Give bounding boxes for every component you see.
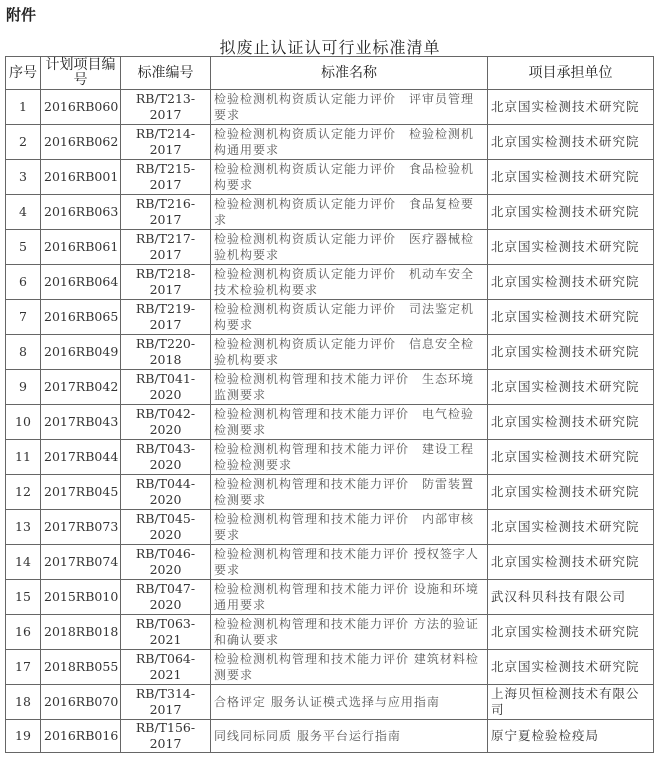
standard-number: RB/T314-2017: [121, 685, 211, 720]
table-row: [6, 545, 654, 580]
plan-number: 2016RB062: [41, 125, 121, 160]
table-row: [6, 300, 654, 335]
table-row: [6, 265, 654, 300]
standard-name: 检验检测机构管理和技术能力评价 建筑材料检测要求: [211, 650, 488, 685]
plan-number: 2015RB010: [41, 580, 121, 615]
header-index: 序号: [6, 57, 41, 90]
undertaking-unit: 北京国实检测技术研究院: [488, 265, 654, 300]
standard-number: RB/T214-2017: [121, 125, 211, 160]
table-row: [6, 580, 654, 615]
undertaking-unit: 北京国实检测技术研究院: [488, 440, 654, 475]
standard-name: 同线同标同质 服务平台运行指南: [211, 720, 488, 753]
row-index: 6: [6, 265, 41, 300]
plan-number: 2018RB018: [41, 615, 121, 650]
table-row: [6, 650, 654, 685]
standard-number: RB/T043-2020: [121, 440, 211, 475]
plan-number: 2016RB064: [41, 265, 121, 300]
row-index: 19: [6, 720, 41, 753]
plan-number: 2016RB063: [41, 195, 121, 230]
standard-name: 检验检测机构管理和技术能力评价 内部审核要求: [211, 510, 488, 545]
row-index: 8: [6, 335, 41, 370]
document-title: 拟废止认证认可行业标准清单: [219, 38, 441, 57]
row-index: 10: [6, 405, 41, 440]
undertaking-unit: 北京国实检测技术研究院: [488, 650, 654, 685]
undertaking-unit: 北京国实检测技术研究院: [488, 195, 654, 230]
standard-name: 检验检测机构资质认定能力评价 食品复检要求: [211, 195, 488, 230]
standard-number: RB/T064-2021: [121, 650, 211, 685]
undertaking-unit: 北京国实检测技术研究院: [488, 545, 654, 580]
standard-number: RB/T041-2020: [121, 370, 211, 405]
standard-number: RB/T220-2018: [121, 335, 211, 370]
undertaking-unit: 北京国实检测技术研究院: [488, 125, 654, 160]
header-plan-number: 计划项目编号: [41, 57, 121, 90]
standard-number: RB/T213-2017: [121, 90, 211, 125]
standard-number: RB/T063-2021: [121, 615, 211, 650]
standard-name: 检验检测机构资质认定能力评价 司法鉴定机构要求: [211, 300, 488, 335]
row-index: 16: [6, 615, 41, 650]
plan-number: 2016RB061: [41, 230, 121, 265]
standard-number: RB/T216-2017: [121, 195, 211, 230]
standard-name: 检验检测机构资质认定能力评价 检验检测机构通用要求: [211, 125, 488, 160]
row-index: 13: [6, 510, 41, 545]
table-row: [6, 195, 654, 230]
undertaking-unit: 北京国实检测技术研究院: [488, 475, 654, 510]
plan-number: 2017RB073: [41, 510, 121, 545]
table-row: [6, 230, 654, 265]
undertaking-unit: 北京国实检测技术研究院: [488, 510, 654, 545]
header-unit: 项目承担单位: [488, 57, 654, 90]
undertaking-unit: 北京国实检测技术研究院: [488, 90, 654, 125]
undertaking-unit: 北京国实检测技术研究院: [488, 615, 654, 650]
table-row: [6, 160, 654, 195]
table-row: [6, 370, 654, 405]
plan-number: 2017RB044: [41, 440, 121, 475]
standard-number: RB/T215-2017: [121, 160, 211, 195]
undertaking-unit: 北京国实检测技术研究院: [488, 405, 654, 440]
undertaking-unit: 北京国实检测技术研究院: [488, 300, 654, 335]
table-row: [6, 510, 654, 545]
standard-name: 检验检测机构管理和技术能力评价 授权签字人要求: [211, 545, 488, 580]
standard-number: RB/T046-2020: [121, 545, 211, 580]
plan-number: 2016RB060: [41, 90, 121, 125]
plan-number: 2017RB045: [41, 475, 121, 510]
plan-number: 2016RB065: [41, 300, 121, 335]
row-index: 3: [6, 160, 41, 195]
plan-number: 2017RB043: [41, 405, 121, 440]
standard-number: RB/T044-2020: [121, 475, 211, 510]
standard-name: 检验检测机构管理和技术能力评价 电气检验检测要求: [211, 405, 488, 440]
standard-number: RB/T047-2020: [121, 580, 211, 615]
row-index: 1: [6, 90, 41, 125]
table-row: [6, 440, 654, 475]
standard-number: RB/T045-2020: [121, 510, 211, 545]
plan-number: 2016RB016: [41, 720, 121, 753]
table-row: [6, 335, 654, 370]
row-index: 18: [6, 685, 41, 720]
header-standard-number: 标准编号: [121, 57, 211, 90]
row-index: 5: [6, 230, 41, 265]
plan-number: 2017RB042: [41, 370, 121, 405]
standard-name: 检验检测机构管理和技术能力评价 防雷装置检测要求: [211, 475, 488, 510]
standards-table: [5, 56, 654, 753]
undertaking-unit: 武汉科贝科技有限公司: [488, 580, 654, 615]
standard-name: 检验检测机构管理和技术能力评价 方法的验证和确认要求: [211, 615, 488, 650]
standard-number: RB/T156-2017: [121, 720, 211, 753]
plan-number: 2018RB055: [41, 650, 121, 685]
attachment-label: 附件: [6, 6, 37, 24]
row-index: 4: [6, 195, 41, 230]
standard-number: RB/T217-2017: [121, 230, 211, 265]
plan-number: 2016RB049: [41, 335, 121, 370]
undertaking-unit: 上海贝恒检测技术有限公司: [488, 685, 654, 720]
plan-number: 2016RB001: [41, 160, 121, 195]
standard-number: RB/T219-2017: [121, 300, 211, 335]
table-row: [6, 615, 654, 650]
row-index: 12: [6, 475, 41, 510]
standard-name: 检验检测机构管理和技术能力评价 设施和环境通用要求: [211, 580, 488, 615]
table-row: [6, 405, 654, 440]
table-row: [6, 125, 654, 160]
undertaking-unit: 北京国实检测技术研究院: [488, 230, 654, 265]
plan-number: 2016RB070: [41, 685, 121, 720]
row-index: 15: [6, 580, 41, 615]
undertaking-unit: 北京国实检测技术研究院: [488, 160, 654, 195]
row-index: 2: [6, 125, 41, 160]
standard-name: 检验检测机构资质认定能力评价 食品检验机构要求: [211, 160, 488, 195]
standard-number: RB/T042-2020: [121, 405, 211, 440]
row-index: 17: [6, 650, 41, 685]
row-index: 7: [6, 300, 41, 335]
standard-name: 检验检测机构资质认定能力评价 信息安全检验机构要求: [211, 335, 488, 370]
table-row: [6, 90, 654, 125]
table-row: [6, 720, 654, 753]
standard-name: 检验检测机构管理和技术能力评价 生态环境监测要求: [211, 370, 488, 405]
row-index: 9: [6, 370, 41, 405]
standard-number: RB/T218-2017: [121, 265, 211, 300]
standard-name: 检验检测机构资质认定能力评价 医疗器械检验机构要求: [211, 230, 488, 265]
standard-name: 合格评定 服务认证模式选择与应用指南: [211, 685, 488, 720]
header-standard-name: 标准名称: [211, 57, 488, 90]
standard-name: 检验检测机构管理和技术能力评价 建设工程检验检测要求: [211, 440, 488, 475]
undertaking-unit: 北京国实检测技术研究院: [488, 335, 654, 370]
table-row: [6, 685, 654, 720]
plan-number: 2017RB074: [41, 545, 121, 580]
standard-name: 检验检测机构资质认定能力评价 评审员管理要求: [211, 90, 488, 125]
row-index: 14: [6, 545, 41, 580]
row-index: 11: [6, 440, 41, 475]
undertaking-unit: 原宁夏检验检疫局: [488, 720, 654, 753]
table-header-row: [6, 57, 654, 90]
undertaking-unit: 北京国实检测技术研究院: [488, 370, 654, 405]
table-row: [6, 475, 654, 510]
standard-name: 检验检测机构资质认定能力评价 机动车安全技术检验机构要求: [211, 265, 488, 300]
